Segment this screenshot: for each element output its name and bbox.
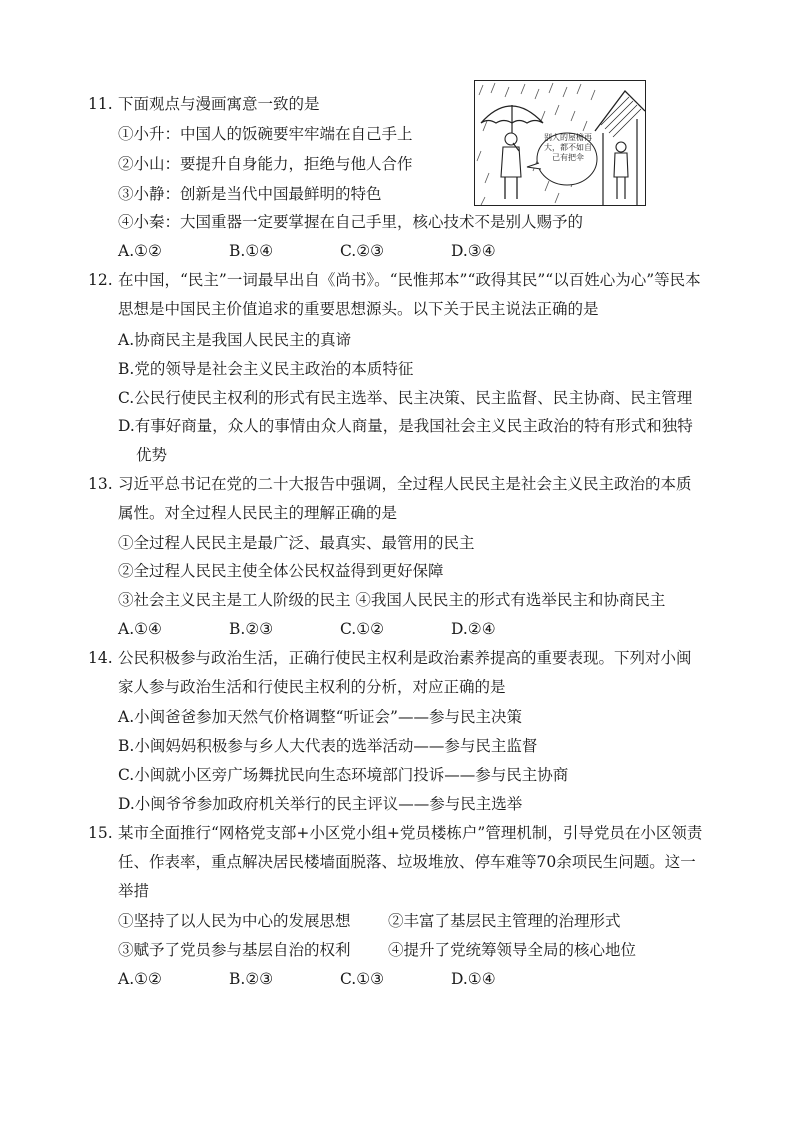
question-13-option-b: B.②③ xyxy=(229,620,274,638)
question-12-stem-line-1: 在中国，“民主”一词最早出自《尚书》。“民惟邦本”“政得其民”“以百姓心为心”等民本 xyxy=(118,271,701,289)
question-15-item-2: ②丰富了基层民主管理的治理形式 xyxy=(388,912,621,930)
question-14-option-d: D.小闽爷爷参加政府机关举行的民主评议——参与民主选举 xyxy=(118,795,523,813)
question-15-stem-line-1: 某市全面推行“网格党支部+小区党小组+党员楼栋户”管理机制，引导党员在小区领责 xyxy=(118,824,703,842)
question-12-option-b: B.党的领导是社会主义民主政治的本质特征 xyxy=(118,360,414,378)
question-14-option-a: A.小闽爸爸参加天然气价格调整“听证会”——参与民主决策 xyxy=(118,708,522,726)
question-15-stem-line-2: 任、作表率，重点解决居民楼墙面脱落、垃圾堆放、停车难等70余项民生问题。这一 xyxy=(118,853,696,871)
question-15-option-b: B.②③ xyxy=(229,970,274,988)
question-13-stem-line-2: 属性。对全过程人民民主的理解正确的是 xyxy=(118,504,398,522)
question-13-stem-line-1: 习近平总书记在党的二十大报告中强调，全过程人民民主是社会主义民主政治的本质 xyxy=(118,475,692,493)
question-12-stem-line-2: 思想是中国民主价值追求的重要思想源头。以下关于民主说法正确的是 xyxy=(118,300,599,318)
question-13-item-2: ②全过程人民民主使全体公民权益得到更好保障 xyxy=(118,562,444,580)
question-15-stem-line-3: 举措 xyxy=(118,882,150,900)
question-13-item-3-4: ③社会主义民主是工人阶级的民主 ④我国人民民主的形式有选举民主和协商民主 xyxy=(118,591,666,609)
question-11-item-1: ①小升：中国人的饭碗要牢牢端在自己手上 xyxy=(118,125,413,143)
question-13-number: 13. xyxy=(88,475,113,493)
question-11-option-b: B.①④ xyxy=(229,242,274,260)
question-15-option-d: D.①④ xyxy=(451,970,496,988)
cartoon-speech-text: 别人的屋檐再大，都不如自己有把伞 xyxy=(544,133,592,162)
umbrella-rain-cartoon xyxy=(474,80,646,206)
question-15-number: 15. xyxy=(88,824,113,842)
question-13-option-c: C.①② xyxy=(340,620,385,638)
question-11-option-a: A.①② xyxy=(118,242,162,260)
question-11-number: 11. xyxy=(88,95,113,113)
question-14-option-c: C.小闽就小区旁广场舞扰民向生态环境部门投诉——参与民主协商 xyxy=(118,766,569,784)
question-11-option-d: D.③④ xyxy=(451,242,496,260)
question-12-option-a: A.协商民主是我国人民民主的真谛 xyxy=(118,331,352,349)
question-11-stem: 下面观点与漫画寓意一致的是 xyxy=(118,95,320,113)
question-11-option-c: C.②③ xyxy=(340,242,385,260)
question-14-option-b: B.小闽妈妈积极参与乡人大代表的选举活动——参与民主监督 xyxy=(118,737,538,755)
question-14-number: 14. xyxy=(88,649,113,667)
question-11-item-3: ③小静：创新是当代中国最鲜明的特色 xyxy=(118,185,382,203)
question-13-option-a: A.①④ xyxy=(118,620,162,638)
question-12-option-d: D.有事好商量，众人的事情由众人商量，是我国社会主义民主政治的特有形式和独特 xyxy=(118,417,693,435)
question-15-item-1: ①坚持了以人民为中心的发展思想 xyxy=(118,912,351,930)
question-15-item-4: ④提升了党统筹领导全局的核心地位 xyxy=(388,941,637,959)
question-11-item-4: ④小秦：大国重器一定要掌握在自己手里，核心技术不是别人赐予的 xyxy=(118,213,584,231)
question-13-option-d: D.②④ xyxy=(451,620,496,638)
question-14-stem-line-2: 家人参与政治生活和行使民主权利的分析，对应正确的是 xyxy=(118,678,506,696)
question-11-item-2: ②小山：要提升自身能力，拒绝与他人合作 xyxy=(118,155,413,173)
question-13-item-1: ①全过程人民民主是最广泛、最真实、最管用的民主 xyxy=(118,534,475,552)
question-15-option-c: C.①③ xyxy=(340,970,385,988)
question-12-number: 12. xyxy=(88,271,113,289)
question-12-option-c: C.公民行使民主权利的形式有民主选举、民主决策、民主监督、民主协商、民主管理 xyxy=(118,389,693,407)
question-15-item-3: ③赋予了党员参与基层自治的权利 xyxy=(118,941,351,959)
question-14-stem-line-1: 公民积极参与政治生活，正确行使民主权利是政治素养提高的重要表现。下列对小闽 xyxy=(118,649,692,667)
question-12-option-d-continued: 优势 xyxy=(136,446,168,464)
question-15-option-a: A.①② xyxy=(118,970,162,988)
